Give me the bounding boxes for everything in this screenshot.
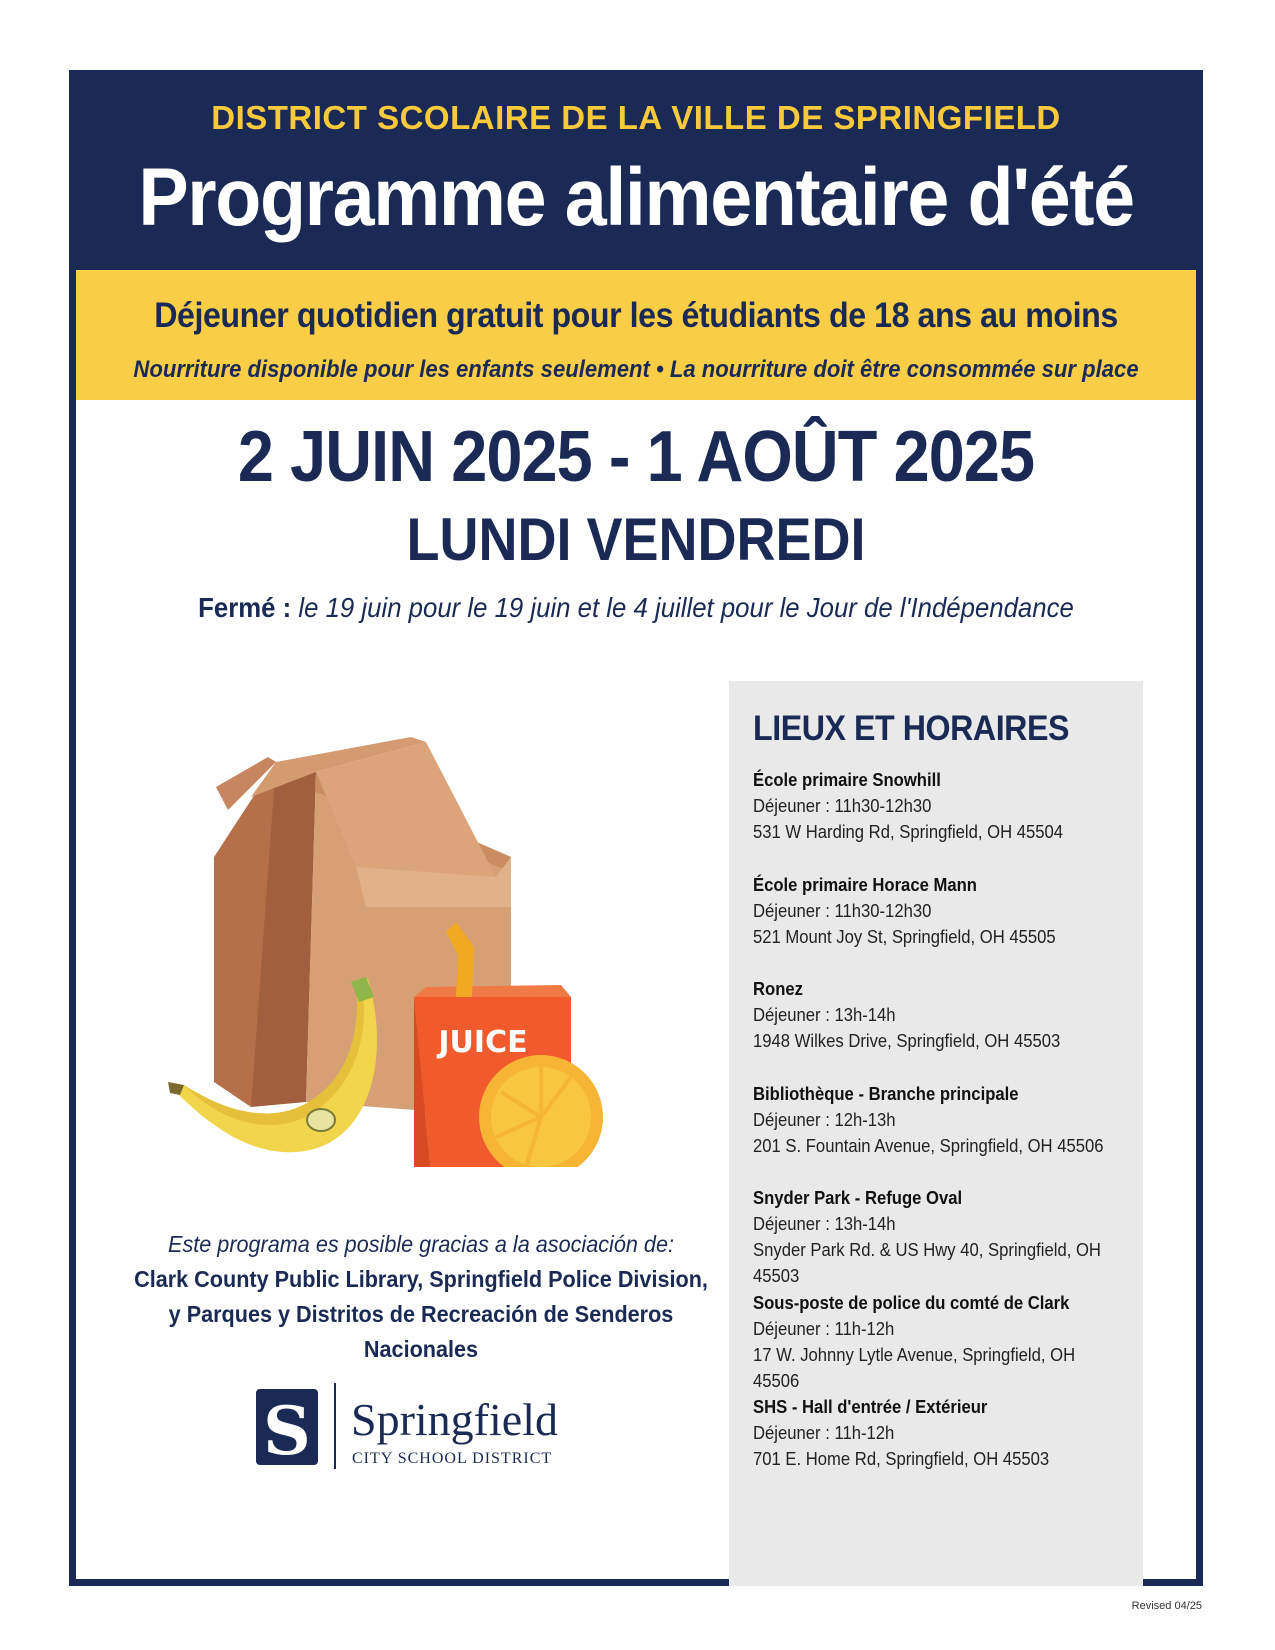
list-item xyxy=(753,872,1104,977)
banner-headline: Déjeuner quotidien gratuit pour les étudiants de 18 ans au moins xyxy=(154,296,1118,335)
locations-list xyxy=(753,767,1143,1499)
logo-letter: S xyxy=(263,1392,311,1470)
district-name: DISTRICT SCOLAIRE DE LA VILLE DE SPRINGFIELD xyxy=(211,99,1061,136)
location-name: École primaire Snowhill xyxy=(753,769,941,790)
partners-line-2: y Parques y Distritos de Recreación de Senderos Nacionales xyxy=(168,1301,674,1362)
location-address: 531 W Harding Rd, Springfield, OH 45504 xyxy=(753,821,1064,842)
partners-intro: Este programa es posible gracias a la asociación de: xyxy=(168,1231,674,1257)
juice-label: JUICE xyxy=(438,1025,528,1060)
list-item xyxy=(753,1394,1104,1499)
list-item xyxy=(753,1081,1104,1186)
location-hours: Déjeuner : 11h-12h xyxy=(753,1422,895,1443)
list-item xyxy=(753,976,1104,1081)
logo-name: Springfield xyxy=(351,1394,558,1445)
revision-note: Revised 04/25 xyxy=(1131,1600,1202,1612)
flyer-frame xyxy=(69,70,1203,1586)
list-item xyxy=(753,767,1104,872)
locations-title: LIEUX ET HORAIRES xyxy=(753,709,1070,748)
closed-notice xyxy=(121,592,1151,624)
program-days: LUNDI VENDREDI xyxy=(406,506,866,573)
logo-divider xyxy=(334,1383,336,1469)
partners-section xyxy=(116,1227,727,1367)
closed-text: le 19 juin pour le 19 juin et le 4 juillet pour le Jour de l'Indépendance xyxy=(298,592,1074,623)
location-hours: Déjeuner : 11h30-12h30 xyxy=(753,899,932,921)
header xyxy=(76,77,1196,270)
location-name: SHS - Hall d'entrée / Extérieur xyxy=(753,1396,988,1417)
location-hours: Déjeuner : 11h-12h xyxy=(753,1317,895,1339)
location-hours: Déjeuner : 12h-13h xyxy=(753,1108,896,1130)
location-address: 521 Mount Joy St, Springfield, OH 45505 xyxy=(753,925,1056,947)
location-name: École primaire Horace Mann xyxy=(753,873,977,895)
list-item xyxy=(753,1185,1104,1290)
lunch-illustration xyxy=(156,697,716,1167)
program-dates: 2 JUIN 2025 - 1 AOÛT 2025 xyxy=(237,417,1035,497)
banner-subline: Nourriture disponible pour les enfants seulement • La nourriture doit être consommée sur place xyxy=(133,356,1139,383)
closed-label: Fermé : xyxy=(198,592,292,623)
location-address: Snyder Park Rd. & US Hwy 40, Springfield, OH 45503 xyxy=(753,1239,1101,1286)
location-name: Ronez xyxy=(753,978,803,999)
location-hours: Déjeuner : 13h-14h xyxy=(753,1004,896,1025)
page-title: Programme alimentaire d'été xyxy=(138,152,1134,243)
partners-line-1: Clark County Public Library, Springfield Police Division, xyxy=(134,1266,708,1292)
location-name: Sous-poste de police du comté de Clark xyxy=(753,1291,1070,1313)
location-name: Snyder Park - Refuge Oval xyxy=(753,1187,963,1208)
location-address: 1948 Wilkes Drive, Springfield, OH 45503 xyxy=(753,1030,1061,1051)
location-address: 17 W. Johnny Lytle Avenue, Springfield, OH 45506 xyxy=(753,1343,1076,1391)
location-address: 701 E. Home Rd, Springfield, OH 45503 xyxy=(753,1448,1050,1469)
springfield-logo xyxy=(254,1377,594,1477)
location-hours: Déjeuner : 13h-14h xyxy=(753,1213,896,1234)
location-address: 201 S. Fountain Avenue, Springfield, OH 45506 xyxy=(753,1134,1104,1156)
logo-subtitle: CITY SCHOOL DISTRICT xyxy=(352,1450,553,1467)
location-name: Bibliothèque - Branche principale xyxy=(753,1082,1019,1104)
banner xyxy=(76,270,1196,400)
locations-panel xyxy=(729,681,1143,1586)
list-item xyxy=(753,1290,1104,1395)
location-hours: Déjeuner : 11h30-12h30 xyxy=(753,795,932,816)
